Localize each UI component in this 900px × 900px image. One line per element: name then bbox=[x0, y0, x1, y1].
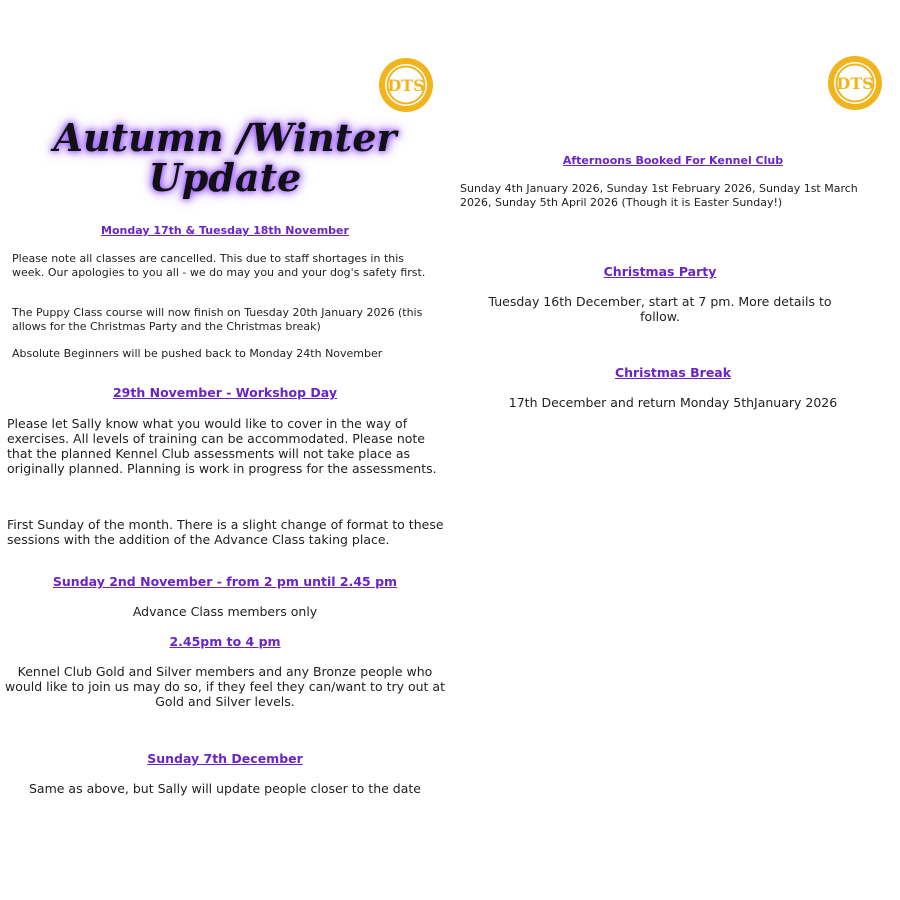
club-logo-right-emblem bbox=[826, 54, 884, 112]
club-logo-right bbox=[826, 54, 884, 112]
title-line-1: Autumn /Winter bbox=[53, 115, 397, 160]
christmas-break-heading: Christmas Break bbox=[614, 365, 732, 380]
kennel-club-afternoons-heading: Afternoons Booked For Kennel Club bbox=[562, 154, 784, 167]
club-logo-emblem bbox=[377, 56, 435, 114]
sunday-2nd-november-heading: Sunday 2nd November - from 2 pm until 2.45 pm bbox=[52, 574, 398, 589]
christmas-party-heading: Christmas Party bbox=[603, 264, 717, 279]
cancellation-notice: Please note all classes are cancelled. This due to staff shortages in this week. Our apologies to you all - we do may you and your dog's safety first. bbox=[12, 252, 426, 279]
page-title bbox=[0, 115, 450, 200]
title-line-2: Update bbox=[148, 155, 302, 200]
monday-tuesday-heading: Monday 17th & Tuesday 18th November bbox=[101, 224, 349, 237]
first-sunday-description: First Sunday of the month. There is a slight change of format to these sessions with the addition of the Advance Class taking place. bbox=[7, 517, 444, 547]
club-logo bbox=[377, 56, 435, 114]
workshop-description: Please let Sally know what you would like to cover in the way of exercises. All levels of training can be accommodated. Please note that the planned Kennel Club assessments will not take place as originally planned. Planning is work in progress for the assessments. bbox=[7, 416, 437, 476]
christmas-break-text: 17th December and return Monday 5thJanuary 2026 bbox=[508, 395, 838, 410]
christmas-party-text: Tuesday 16th December, start at 7 pm. More details to follow. bbox=[488, 294, 832, 324]
puppy-class-notice: The Puppy Class course will now finish on Tuesday 20th January 2026 (this allows for the Christmas Party and the Christmas break) bbox=[12, 306, 423, 333]
time-slot-heading: 2.45pm to 4 pm bbox=[169, 634, 281, 649]
sunday-7th-december-heading: Sunday 7th December bbox=[147, 751, 303, 766]
beginners-notice: Absolute Beginners will be pushed back to Monday 24th November bbox=[12, 347, 383, 360]
sunday-7th-december-text: Same as above, but Sally will update people closer to the date bbox=[29, 781, 421, 796]
workshop-day-heading: 29th November - Workshop Day bbox=[112, 385, 337, 400]
svg-text:DTS: DTS bbox=[387, 76, 425, 95]
advance-class-text: Advance Class members only bbox=[132, 604, 318, 619]
right-panel bbox=[450, 0, 900, 900]
svg-text:DTS: DTS bbox=[836, 74, 874, 93]
kennel-club-members-text: Kennel Club Gold and Silver members and any Bronze people who would like to join us may do so, if they feel they can/want to try out at Gold and Silver levels. bbox=[5, 664, 445, 709]
kennel-club-afternoons-text: Sunday 4th January 2026, Sunday 1st February 2026, Sunday 1st March 2026, Sunday 5th April 2026 (Though it is Easter Sunday!) bbox=[460, 182, 858, 209]
